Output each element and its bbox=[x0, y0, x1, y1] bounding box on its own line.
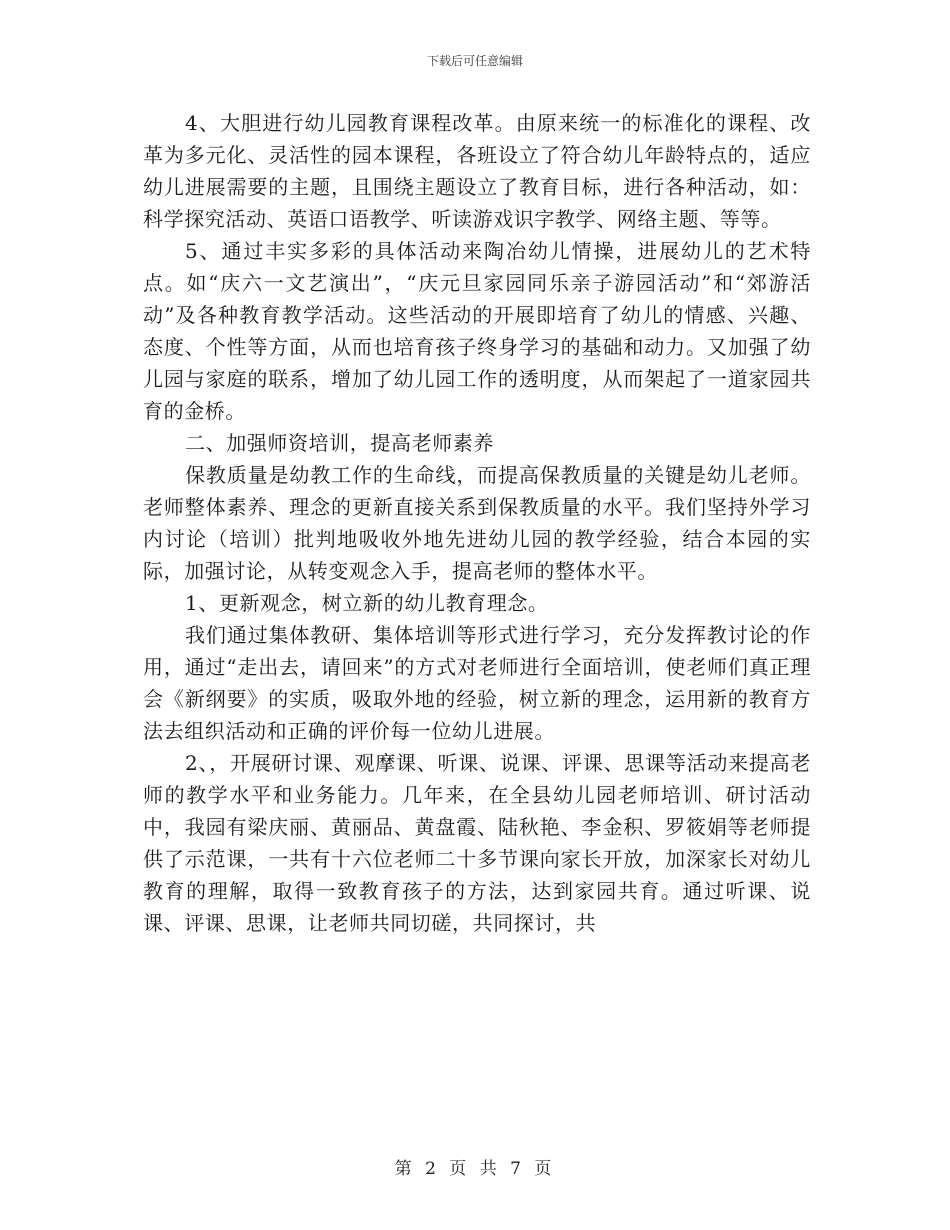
paragraph-teaching-quality: 保教质量是幼教工作的生命线，而提高保教质量的关键是幼儿老师。老师整体素养、理念的更新直接关系到保教质量的水平。我们坚持外学习内讨论（培训）批判地吸收外地先进幼儿园的教学经验，结合本园的实际，加强讨论，从转变观念入手，提高老师的整体水平。 bbox=[143, 463, 811, 583]
paragraph-lesson-activities: 2、，开展研讨课、观摩课、听课、说课、评课、思课等活动来提高老师的教学水平和业务能力。几年来，在全县幼儿园老师培训、研讨活动中，我园有梁庆丽、黄丽品、黄盘霞、陆秋艳、李金积、罗筱娟等老师提供了示范课，一共有十六位老师二十多节课向家长开放，加深家长对幼儿教育的理解，取得一致教育孩子的方法，达到家园共育。通过听课、说课、评课、思课，让老师共同切磋，共同探讨，共 bbox=[143, 751, 811, 935]
paragraph-curriculum-reform: 4、大胆进行幼儿园教育课程改革。由原来统一的标准化的课程、改革为多元化、灵活性的园本课程，各班设立了符合幼儿年龄特点的，适应幼儿进展需要的主题，且围绕主题设立了教育目标，进行各种活动，如：科学探究活动、英语口语教学、听读游戏识字教学、网络主题、等等。 bbox=[143, 111, 811, 231]
subheading-update-concepts: 1、更新观念，树立新的幼儿教育理念。 bbox=[185, 591, 549, 615]
page-number: 第 2 页 共 7 页 bbox=[394, 1159, 556, 1179]
paragraph-activities: 5、通过丰实多彩的具体活动来陶冶幼儿情操，进展幼儿的艺术特点。如“庆六一文艺演出”，“庆元旦家园同乐亲子游园活动”和“郊游活动”及各种教育教学活动。这些活动的开展即培育了幼儿的情感、兴趣、态度、个性等方面，从而也培育孩子终身学习的基础和动力。又加强了幼儿园与家庭的联系，增加了幼儿园工作的透明度，从而架起了一道家园共育的金桥。 bbox=[143, 239, 811, 423]
document-body bbox=[143, 107, 811, 939]
page-header: 下载后可任意编辑 bbox=[426, 54, 523, 68]
paragraph-collective-research: 我们通过集体教研、集体培训等形式进行学习，充分发挥教讨论的作用，通过“走出去，请回来”的方式对老师进行全面培训，使老师们真正理会《新纲要》的实质，吸取外地的经验，树立新的理念，运用新的教育方法去组织活动和正确的评价每一位幼儿进展。 bbox=[143, 623, 811, 743]
section-heading-teacher-training: 二、加强师资培训，提高老师素养 bbox=[185, 431, 494, 455]
